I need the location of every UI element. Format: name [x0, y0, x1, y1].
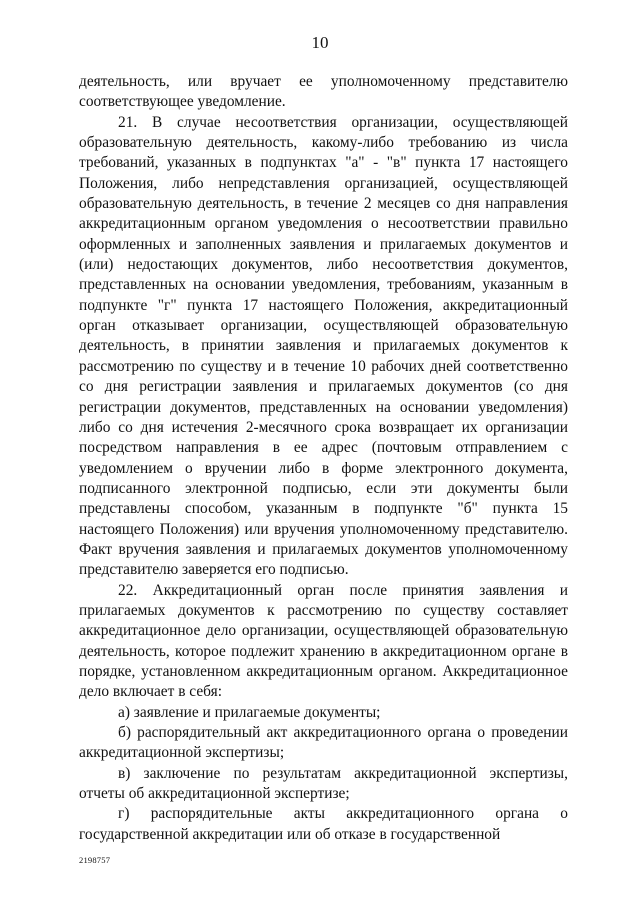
document-body	[79, 72, 568, 845]
paragraph-21: 21. В случае несоответствия организации, осуществляющей образовательную деятельность, какому-либо требованию из числа требований, указанных в подпунктах "а" - "в" пункта 17 настоящего Положения, либо непредставления организацией, осуществляющей образовательную деятельность, в течение 2 месяцев со дня направления аккредитационным органом уведомления о несоответствии правильно оформленных и заполненных заявления и прилагаемых документов и (или) недостающих документов, либо несоответствия документов, представленных на основании уведомления, требованиям, указанным в подпункте "г" пункта 17 настоящего Положения, аккредитационный орган отказывает организации, осуществляющей образовательную деятельность, в принятии заявления и прилагаемых документов к рассмотрению по существу и в течение 10 рабочих дней соответственно со дня регистрации заявления и прилагаемых документов (со дня регистрации документов, представленных на основании уведомления) либо со дня истечения 2-месячного срока возвращает их организации посредством направления в ее адрес (почтовым отправлением с уведомлением о вручении либо в форме электронного документа, подписанного электронной подписью, если эти документы были представлены способом, указанным в подпункте "б" пункта 15 настоящего Положения) или вручения уполномоченному представителю. Факт вручения заявления и прилагаемых документов уполномоченному представителю заверяется его подписью.	[79, 113, 568, 579]
document-id: 2198757	[79, 855, 111, 865]
page-number: 10	[311, 33, 329, 52]
list-item-g: г) распорядительные акты аккредитационного органа о государственной аккредитации или об отказе в государственной	[79, 805, 568, 843]
list-item-b: б) распорядительный акт аккредитационного органа о проведении аккредитационной экспертизы;	[79, 724, 568, 762]
list-item-v: в) заключение по результатам аккредитационной экспертизы, отчеты об аккредитационной экспертизе;	[79, 764, 568, 803]
paragraph-continuation: деятельность, или вручает ее уполномоченному представителю соответствующее уведомление.	[79, 73, 568, 111]
paragraph-22: 22. Аккредитационный орган после принятия заявления и прилагаемых документов к рассмотрению по существу составляет аккредитационное дело организации, осуществляющей образовательную деятельность, которое подлежит хранению в аккредитационном органе в порядке, установленном аккредитационным органом. Аккредитационное дело включает в себя:	[79, 581, 568, 701]
list-item-a: а) заявление и прилагаемые документы;	[118, 703, 381, 721]
